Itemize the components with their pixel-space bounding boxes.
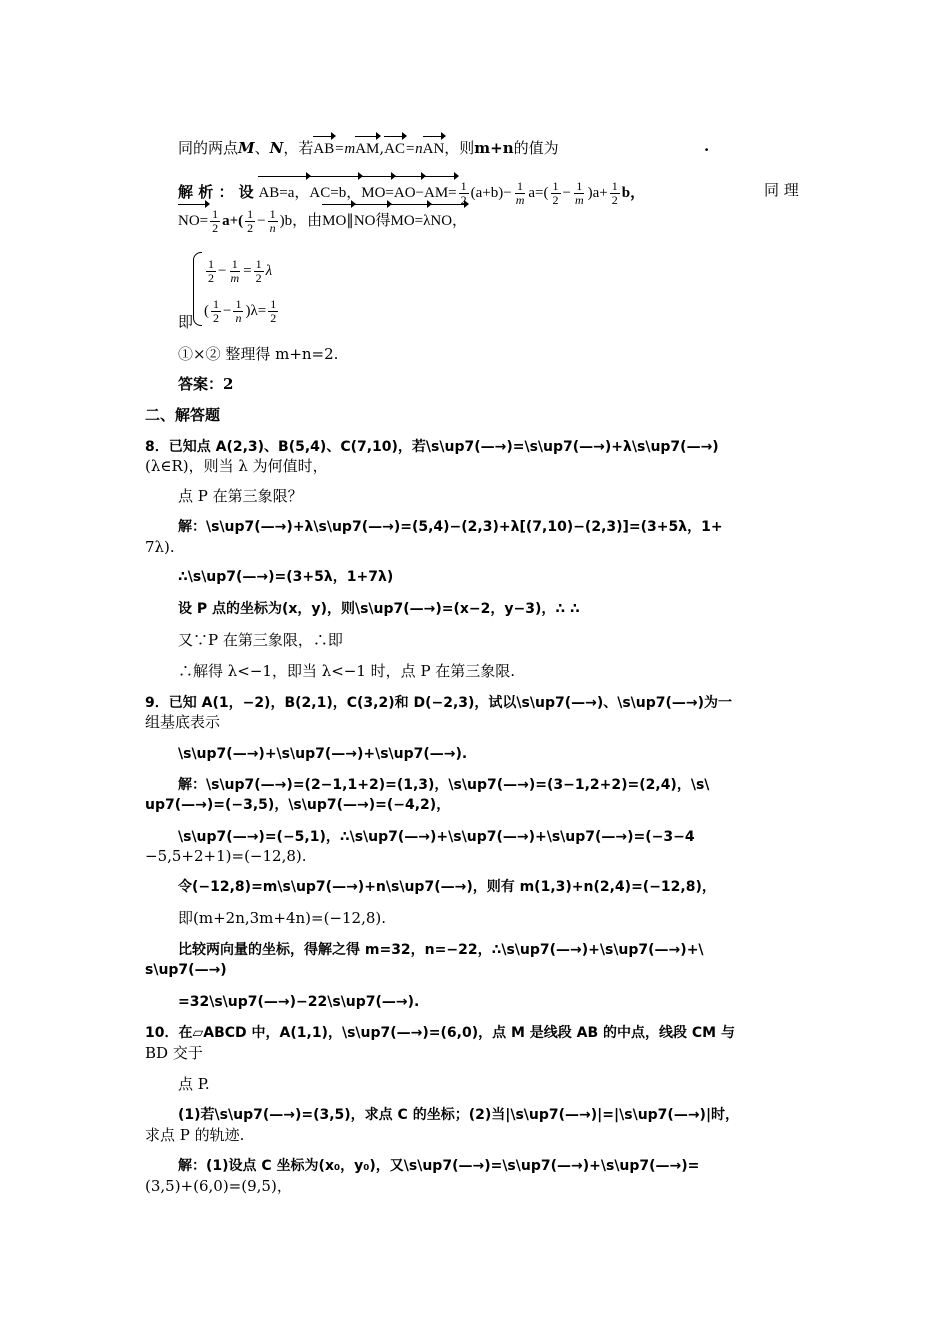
q10-line-3: 点 P. xyxy=(178,1075,210,1093)
vector-an: AN xyxy=(423,136,445,159)
sol7-label: 解 析 ： 设 xyxy=(178,183,254,201)
fraction: $\frac{1}{2}$ xyxy=(247,207,254,236)
q10-sol-1: 解：(1)设点 C 坐标为(x₀，y₀)，又\s\up7(—→)=\s\up7(—→)+\s\up7(—→)= xyxy=(178,1158,700,1174)
q9-sol-8: s\up7(—→) xyxy=(145,962,227,978)
system-eq-2: ( $\frac{1}{2}$ − $\frac{1}{n}$ )λ= $\frac{1}{2}$ xyxy=(204,297,277,326)
q9-sol-6: 即(m+2n,3m+4n)=(−12,8). xyxy=(178,909,387,927)
section-heading: 二、解答题 xyxy=(145,406,221,424)
fraction: $\frac{1}{2}$ xyxy=(460,179,467,208)
q8-sol-6: ∴解得 λ<−1，即当 λ<−1 时，点 P 在第三象限. xyxy=(178,662,516,680)
q8-sol-4: 设 P 点的坐标为(x，y)，则\s\up7(—→)=(x−2，y−3)，∴ ∴ xyxy=(178,601,580,617)
system-eq-1: $\frac{1}{2}$ − $\frac{1}{m}$ = $\frac{1}{2}$ λ xyxy=(208,257,273,286)
sol7-line-1: 解 析 ： 设 AB=a，AC=b，MO=AO−AM= $\frac{1}{2}$ (a+b)− $\frac{1}{m}$ a=( $\frac{1}{2}$ − $\frac{1}{m}$ )a+ $\frac{1}{2}$ b， xyxy=(178,176,645,207)
q9-sol-2: up7(—→)=(−3,5)，\s\up7(—→)=(−4,2)， xyxy=(145,797,451,813)
q10-sol-2: (3,5)+(6,0)=(9,5)， xyxy=(145,1177,292,1195)
sol7-line-2: NO= $\frac{1}{2}$ a+( $\frac{1}{2}$ − $\frac{1}{n}$ )b，由MO∥NO得MO=λNO， xyxy=(178,204,467,235)
q8-sol-2: 7λ). xyxy=(145,538,175,556)
vector-am: AM xyxy=(355,136,379,159)
vector-ac: AC xyxy=(384,136,405,159)
q8-sol-1: 解：\s\up7(—→)+λ\s\up7(—→)=(5,4)−(2,3)+λ[(7,10)−(2,3)]=(3+5λ，1+ xyxy=(178,519,723,535)
sol7-answer: 答案：2 xyxy=(178,375,234,393)
q10-line-2: BD 交于 xyxy=(145,1044,203,1062)
fraction: $\frac{1}{n}$ xyxy=(269,207,276,236)
q9-sol-7: 比较两向量的坐标，得解之得 m=32，n=−22，∴\s\up7(—→)+\s\up7(—→)+\ xyxy=(178,942,704,958)
q9-sol-1: 解：\s\up7(—→)=(2−1,1+2)=(1,3)，\s\up7(—→)=(3−1,2+2)=(2,4)，\s\ xyxy=(178,777,710,793)
system-brace xyxy=(193,252,202,326)
point-m: M xyxy=(238,139,255,157)
point-n: N xyxy=(269,139,284,157)
q8-line-2: (λ∈R)，则当 λ 为何值时， xyxy=(145,457,328,475)
q9-line-1: 9．已知 A(1，−2)，B(2,1)，C(3,2)和 D(−2,3)，试以\s\up7(—→)、\s\up7(—→)为一 xyxy=(145,695,733,711)
system-label: 即 xyxy=(178,313,194,331)
fraction: $\frac{1}{2}$ xyxy=(212,207,219,236)
vector-ab: AB xyxy=(313,136,334,159)
q7-line: 同的两点M、N，若AB=mAM,AC=nAN，则m+n的值为 xyxy=(178,136,559,159)
q10-line-1: 10．在▱ABCD 中，A(1,1)，\s\up7(—→)=(6,0)，点 M 是线段 AB 的中点，线段 CM 与 xyxy=(145,1025,735,1041)
fraction: $\frac{1}{m}$ xyxy=(574,179,584,208)
q8-sol-5: 又∵P 在第三象限，∴即 xyxy=(178,631,343,649)
q9-line-2: 组基底表示 xyxy=(145,713,221,731)
fraction: $\frac{1}{m}$ xyxy=(515,179,525,208)
fraction: $\frac{1}{2}$ xyxy=(552,179,559,208)
sol7-tail: 同 理 xyxy=(764,181,799,199)
q9-sol-3: \s\up7(—→)=(−5,1)，∴\s\up7(—→)+\s\up7(—→)+\s\up7(—→)=(−3−4 xyxy=(178,829,695,845)
sol7-combine: ①×② 整理得 m+n=2. xyxy=(178,345,339,363)
q8-sol-3: ∴\s\up7(—→)=(3+5λ，1+7λ) xyxy=(178,569,394,585)
q10-line-4: (1)若\s\up7(—→)=(3,5)，求点 C 的坐标；(2)当|\s\up7(—→)|=|\s\up7(—→)|时， xyxy=(178,1107,740,1123)
q9-sol-5: 令(−12,8)=m\s\up7(—→)+n\s\up7(—→)，则有 m(1,3)+n(2,4)=(−12,8)， xyxy=(178,879,716,895)
q10-line-5: 求点 P 的轨迹. xyxy=(145,1126,245,1144)
q8-line-3: 点 P 在第三象限？ xyxy=(178,487,303,505)
q9-line-3: \s\up7(—→)+\s\up7(—→)+\s\up7(—→). xyxy=(178,746,468,762)
q8-line-1: 8．已知点 A(2,3)、B(5,4)、C(7,10)，若\s\up7(—→)=\s\up7(—→)+λ\s\up7(—→) xyxy=(145,439,719,455)
fraction: $\frac{1}{2}$ xyxy=(611,179,618,208)
q9-sol-9: =32\s\up7(—→)−22\s\up7(—→). xyxy=(178,994,420,1010)
q9-sol-4: −5,5+2+1)=(−12,8). xyxy=(145,847,307,865)
q7-period: . xyxy=(704,137,710,155)
